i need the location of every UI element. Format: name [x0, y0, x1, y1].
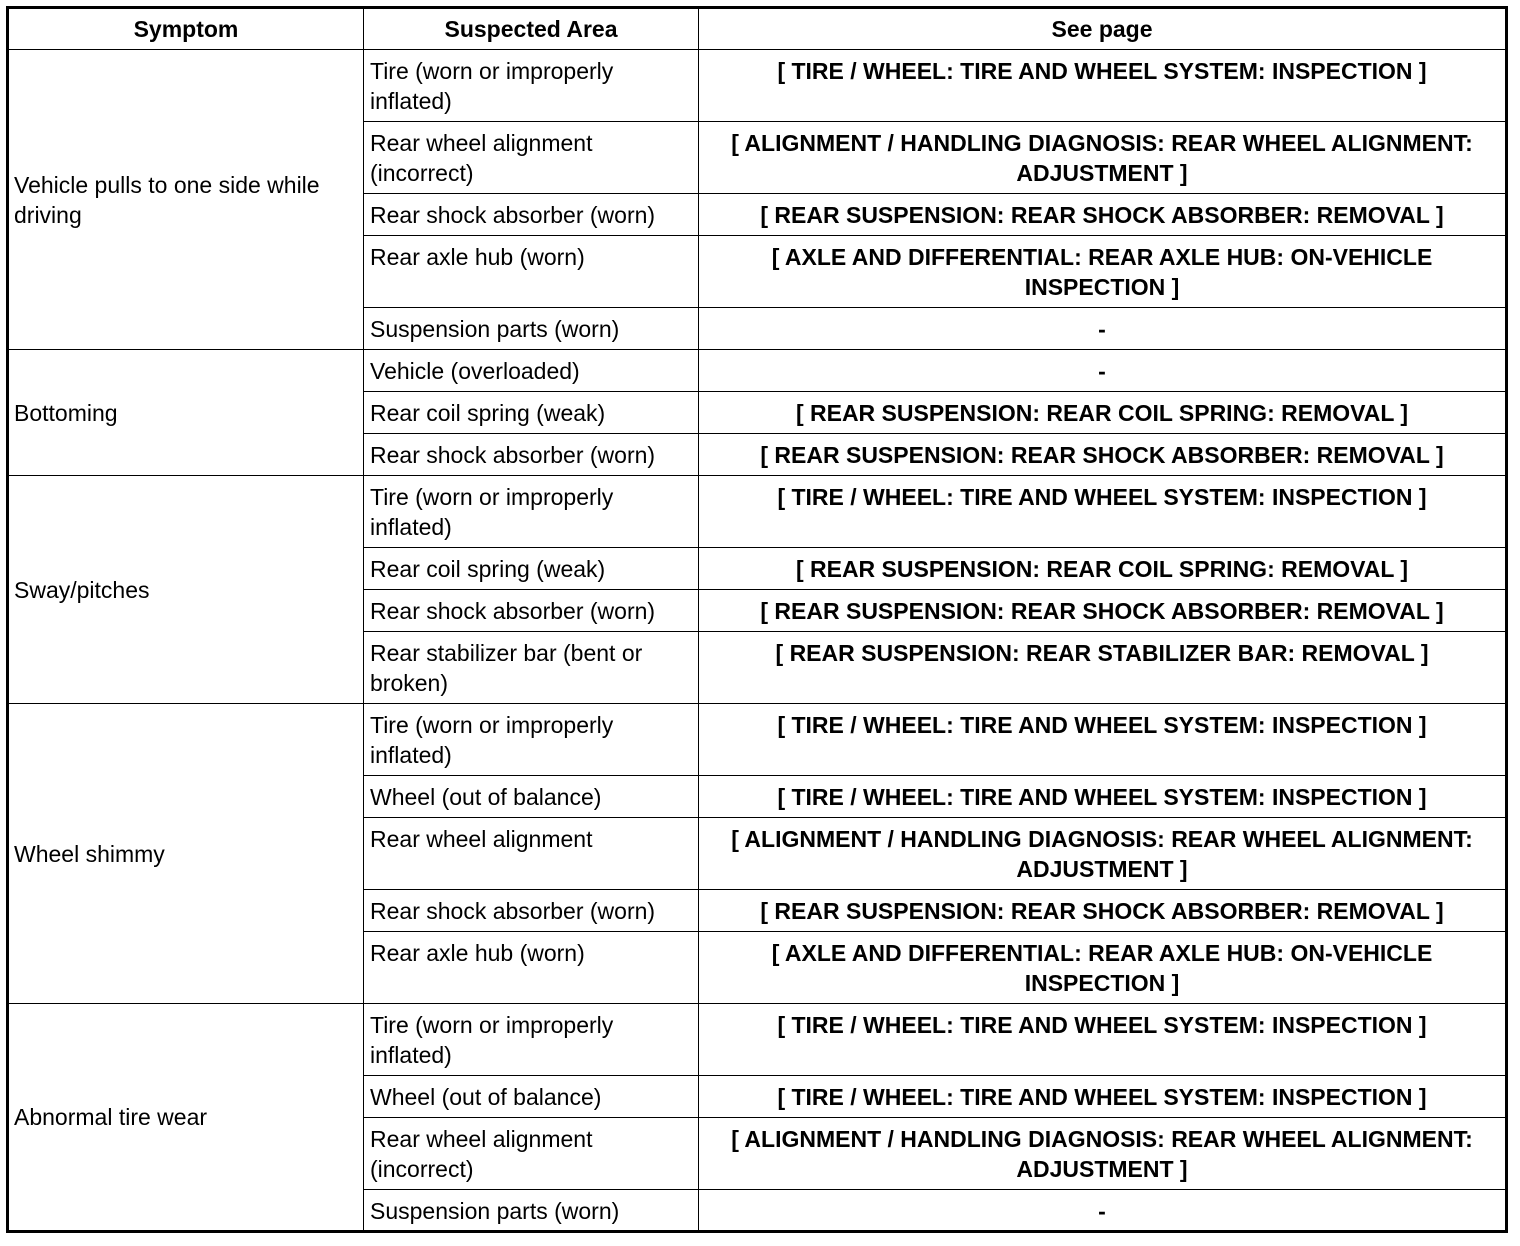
suspected-area-cell: Rear axle hub (worn) — [364, 236, 699, 308]
table-body — [8, 50, 1507, 1232]
see-page-cell: [ ALIGNMENT / HANDLING DIAGNOSIS: REAR WHEEL ALIGNMENT: ADJUSTMENT ] — [699, 1118, 1507, 1190]
suspected-area-cell: Rear shock absorber (worn) — [364, 434, 699, 476]
see-page-cell: [ REAR SUSPENSION: REAR STABILIZER BAR: REMOVAL ] — [699, 632, 1507, 704]
symptom-cell: Sway/pitches — [8, 476, 364, 704]
suspected-area-cell: Rear axle hub (worn) — [364, 932, 699, 1004]
suspected-area-cell: Rear coil spring (weak) — [364, 548, 699, 590]
suspected-area-cell: Rear coil spring (weak) — [364, 392, 699, 434]
suspected-area-cell: Rear wheel alignment (incorrect) — [364, 1118, 699, 1190]
suspected-area-cell: Tire (worn or improperly inflated) — [364, 50, 699, 122]
suspected-area-cell: Wheel (out of balance) — [364, 776, 699, 818]
suspected-area-cell: Rear wheel alignment (incorrect) — [364, 122, 699, 194]
see-page-cell: [ REAR SUSPENSION: REAR SHOCK ABSORBER: REMOVAL ] — [699, 194, 1507, 236]
suspected-area-cell: Tire (worn or improperly inflated) — [364, 476, 699, 548]
table-row — [8, 350, 1507, 392]
table-row — [8, 50, 1507, 122]
symptom-cell: Vehicle pulls to one side while driving — [8, 50, 364, 350]
suspected-area-cell: Vehicle (overloaded) — [364, 350, 699, 392]
see-page-cell: [ REAR SUSPENSION: REAR SHOCK ABSORBER: REMOVAL ] — [699, 590, 1507, 632]
suspected-area-cell: Suspension parts (worn) — [364, 308, 699, 350]
see-page-cell: [ ALIGNMENT / HANDLING DIAGNOSIS: REAR WHEEL ALIGNMENT: ADJUSTMENT ] — [699, 818, 1507, 890]
see-page-cell: [ TIRE / WHEEL: TIRE AND WHEEL SYSTEM: INSPECTION ] — [699, 50, 1507, 122]
suspected-area-cell: Rear shock absorber (worn) — [364, 194, 699, 236]
see-page-cell: [ ALIGNMENT / HANDLING DIAGNOSIS: REAR WHEEL ALIGNMENT: ADJUSTMENT ] — [699, 122, 1507, 194]
suspected-area-cell: Rear stabilizer bar (bent or broken) — [364, 632, 699, 704]
header-symptom: Symptom — [8, 8, 364, 50]
suspected-area-cell: Tire (worn or improperly inflated) — [364, 704, 699, 776]
table-row — [8, 476, 1507, 548]
see-page-cell: [ TIRE / WHEEL: TIRE AND WHEEL SYSTEM: INSPECTION ] — [699, 1076, 1507, 1118]
see-page-cell: [ TIRE / WHEEL: TIRE AND WHEEL SYSTEM: INSPECTION ] — [699, 776, 1507, 818]
header-row — [8, 8, 1507, 50]
see-page-cell: [ REAR SUSPENSION: REAR COIL SPRING: REMOVAL ] — [699, 548, 1507, 590]
symptom-cell: Abnormal tire wear — [8, 1004, 364, 1232]
see-page-cell: [ TIRE / WHEEL: TIRE AND WHEEL SYSTEM: INSPECTION ] — [699, 704, 1507, 776]
see-page-cell: [ AXLE AND DIFFERENTIAL: REAR AXLE HUB: ON-VEHICLE INSPECTION ] — [699, 236, 1507, 308]
suspected-area-cell: Tire (worn or improperly inflated) — [364, 1004, 699, 1076]
see-page-cell: - — [699, 1190, 1507, 1232]
symptom-cell: Wheel shimmy — [8, 704, 364, 1004]
header-see-page: See page — [699, 8, 1507, 50]
see-page-cell: [ REAR SUSPENSION: REAR SHOCK ABSORBER: REMOVAL ] — [699, 890, 1507, 932]
see-page-cell: [ AXLE AND DIFFERENTIAL: REAR AXLE HUB: ON-VEHICLE INSPECTION ] — [699, 932, 1507, 1004]
see-page-cell: [ TIRE / WHEEL: TIRE AND WHEEL SYSTEM: INSPECTION ] — [699, 476, 1507, 548]
diagnosis-table — [6, 6, 1508, 1233]
table-row — [8, 704, 1507, 776]
table-row — [8, 1004, 1507, 1076]
see-page-cell: [ TIRE / WHEEL: TIRE AND WHEEL SYSTEM: INSPECTION ] — [699, 1004, 1507, 1076]
header-suspected-area: Suspected Area — [364, 8, 699, 50]
see-page-cell: [ REAR SUSPENSION: REAR SHOCK ABSORBER: REMOVAL ] — [699, 434, 1507, 476]
see-page-cell: [ REAR SUSPENSION: REAR COIL SPRING: REMOVAL ] — [699, 392, 1507, 434]
suspected-area-cell: Rear shock absorber (worn) — [364, 590, 699, 632]
symptom-cell: Bottoming — [8, 350, 364, 476]
see-page-cell: - — [699, 350, 1507, 392]
see-page-cell: - — [699, 308, 1507, 350]
suspected-area-cell: Suspension parts (worn) — [364, 1190, 699, 1232]
suspected-area-cell: Rear wheel alignment — [364, 818, 699, 890]
suspected-area-cell: Rear shock absorber (worn) — [364, 890, 699, 932]
suspected-area-cell: Wheel (out of balance) — [364, 1076, 699, 1118]
